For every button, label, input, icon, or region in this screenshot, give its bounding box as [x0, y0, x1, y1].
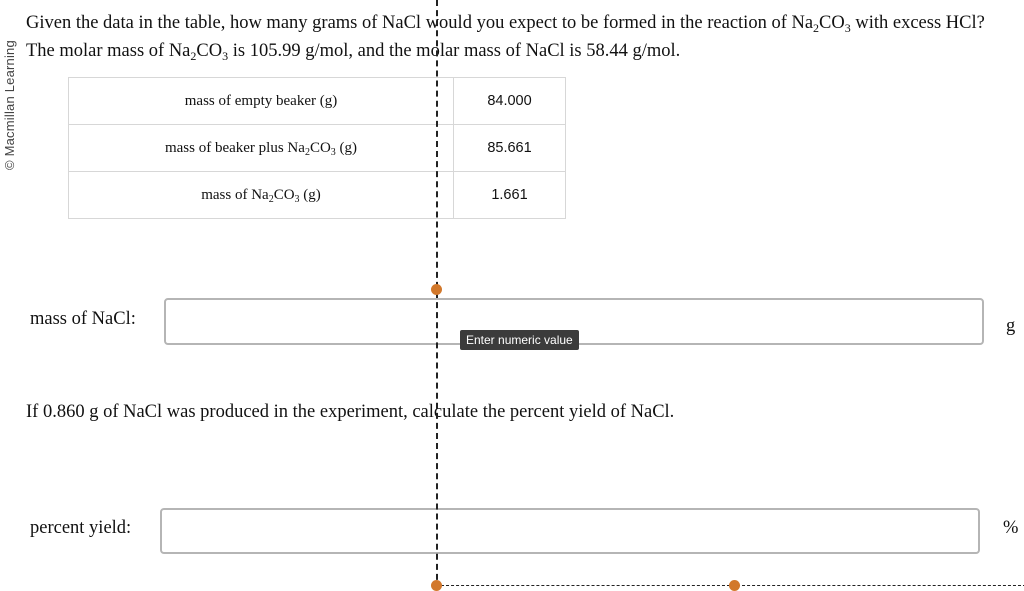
percent-yield-unit: %: [1003, 518, 1019, 538]
guide-handle-top[interactable]: [431, 284, 442, 295]
nacl-mass-label: mass of NaCl:: [30, 309, 136, 329]
table-cell-label: mass of empty beaker (g): [69, 78, 454, 125]
table-cell-value: 85.661: [454, 125, 566, 172]
table-row: [69, 125, 566, 172]
copyright-credit: © Macmillan Learning: [2, 40, 17, 170]
subscript: 2: [190, 49, 197, 63]
question-part: Given the data in the table, how many grams of NaCl would you expect to be formed in the reaction of Na: [26, 13, 814, 33]
table-cell-value: 1.661: [454, 172, 566, 219]
percent-yield-input[interactable]: [160, 508, 980, 554]
question-part: CO: [196, 41, 223, 61]
data-table: [68, 77, 566, 219]
vertical-guide-line: [436, 0, 438, 590]
subscript: 3: [222, 49, 229, 63]
table-row: [69, 172, 566, 219]
question-part: with excess HCl? The molar mass of Na: [26, 13, 985, 61]
percent-yield-label: percent yield:: [30, 518, 132, 538]
subscript: 3: [844, 21, 851, 35]
table-cell-label: mass of beaker plus $Na_2CO_3$ (g): [69, 125, 454, 172]
guide-handle-bottom[interactable]: [729, 580, 740, 591]
table-cell-label: mass of $Na_2CO_3$ (g): [69, 172, 454, 219]
question-part: CO: [819, 13, 845, 33]
question-text: [26, 9, 1006, 65]
nacl-mass-unit: g: [1006, 316, 1016, 336]
table-row: [69, 78, 566, 125]
question-part: is 105.99 g/mol, and the molar mass of NaCl is 58.44 g/mol.: [228, 41, 681, 61]
percent-yield-question: If 0.860 g of NaCl was produced in the experiment, calculate the percent yield of NaCl.: [26, 402, 675, 422]
guide-handle-corner[interactable]: [431, 580, 442, 591]
subscript: 2: [813, 21, 820, 35]
table-cell-value: 84.000: [454, 78, 566, 125]
numeric-value-tooltip: Enter numeric value: [460, 330, 579, 350]
